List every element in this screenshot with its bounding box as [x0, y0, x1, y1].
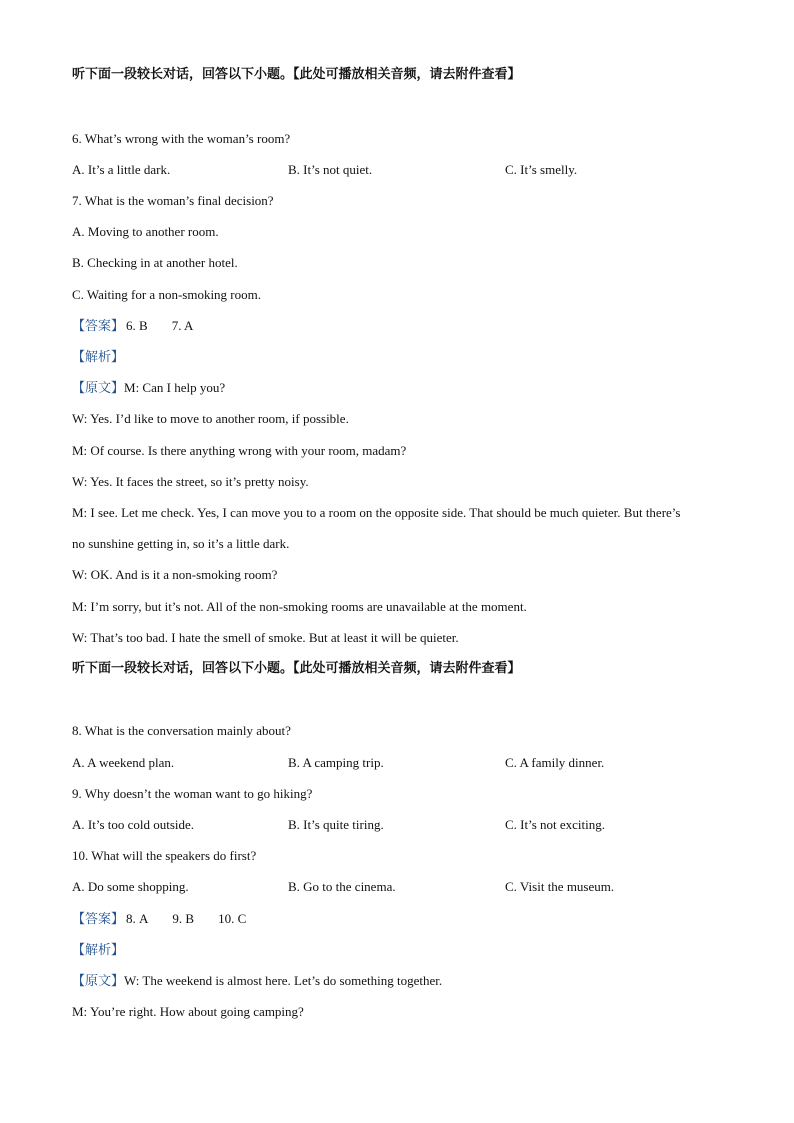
question-9: 9. Why doesn’t the woman want to go hiking?	[72, 786, 313, 801]
transcript-text: W: OK. And is it a non-smoking room?	[72, 567, 278, 582]
transcript-text: M: You’re right. How about going camping?	[72, 1004, 304, 1019]
answer-tag: 【答案】	[72, 912, 125, 927]
answer-7: 7. A	[171, 318, 194, 333]
option-6b: B. It’s not quiet.	[288, 162, 373, 177]
question-7: 7. What is the woman’s final decision?	[72, 193, 274, 208]
section-instruction: 听下面一段较长对话，回答以下小题。【此处可播放相关音频，请去附件查看】	[72, 67, 521, 82]
answer-line	[72, 911, 246, 928]
analysis-tag: 【解析】	[72, 943, 125, 958]
transcript-text: M: I’m sorry, but it’s not. All of the non-smoking rooms are unavailable at the moment.	[72, 599, 527, 614]
option-6a: A. It’s a little dark.	[72, 162, 171, 177]
option-9c: C. It’s not exciting.	[505, 817, 606, 832]
transcript-text: W: Yes. It faces the street, so it’s pretty noisy.	[72, 474, 309, 489]
option-9a: A. It’s too cold outside.	[72, 817, 195, 832]
answer-line	[72, 318, 193, 335]
transcript-text: W: That’s too bad. I hate the smell of smoke. But at least it will be quieter.	[72, 630, 459, 645]
question-6: 6. What’s wrong with the woman’s room?	[72, 131, 291, 146]
answer-9: 9. B	[172, 911, 195, 926]
answer-6: 6. B	[126, 318, 148, 333]
section-instruction: 听下面一段较长对话，回答以下小题。【此处可播放相关音频，请去附件查看】	[72, 661, 521, 676]
transcript-tag: 【原文】	[72, 381, 125, 396]
option-8b: B. A camping trip.	[288, 755, 384, 770]
transcript-text: M: Can I help you?	[124, 380, 226, 395]
option-8c: C. A family dinner.	[505, 755, 605, 770]
option-9b: B. It’s quite tiring.	[288, 817, 384, 832]
option-8a: A. A weekend plan.	[72, 755, 175, 770]
transcript-tag: 【原文】	[72, 974, 125, 989]
transcript-text: W: The weekend is almost here. Let’s do something together.	[124, 973, 443, 988]
option-10b: B. Go to the cinema.	[288, 879, 396, 894]
option-7b: B. Checking in at another hotel.	[72, 255, 238, 270]
option-10c: C. Visit the museum.	[505, 879, 615, 894]
analysis-line	[72, 349, 124, 366]
transcript-line	[72, 380, 225, 397]
answer-10: 10. C	[218, 911, 247, 926]
transcript-line	[72, 973, 442, 990]
analysis-line	[72, 942, 124, 959]
transcript-text: no sunshine getting in, so it’s a little dark.	[72, 536, 290, 551]
transcript-text: M: Of course. Is there anything wrong with your room, madam?	[72, 443, 407, 458]
option-10a: A. Do some shopping.	[72, 879, 189, 894]
answer-tag: 【答案】	[72, 319, 125, 334]
answer-8: 8. A	[126, 911, 149, 926]
question-8: 8. What is the conversation mainly about?	[72, 723, 291, 738]
question-10: 10. What will the speakers do first?	[72, 848, 257, 863]
analysis-tag: 【解析】	[72, 350, 125, 365]
option-6c: C. It’s smelly.	[505, 162, 578, 177]
option-7a: A. Moving to another room.	[72, 224, 219, 239]
option-7c: C. Waiting for a non-smoking room.	[72, 287, 262, 302]
transcript-text: W: Yes. I’d like to move to another room, if possible.	[72, 411, 349, 426]
transcript-text: M: I see. Let me check. Yes, I can move you to a room on the opposite side. That should be much quieter. But there’s	[72, 505, 681, 520]
